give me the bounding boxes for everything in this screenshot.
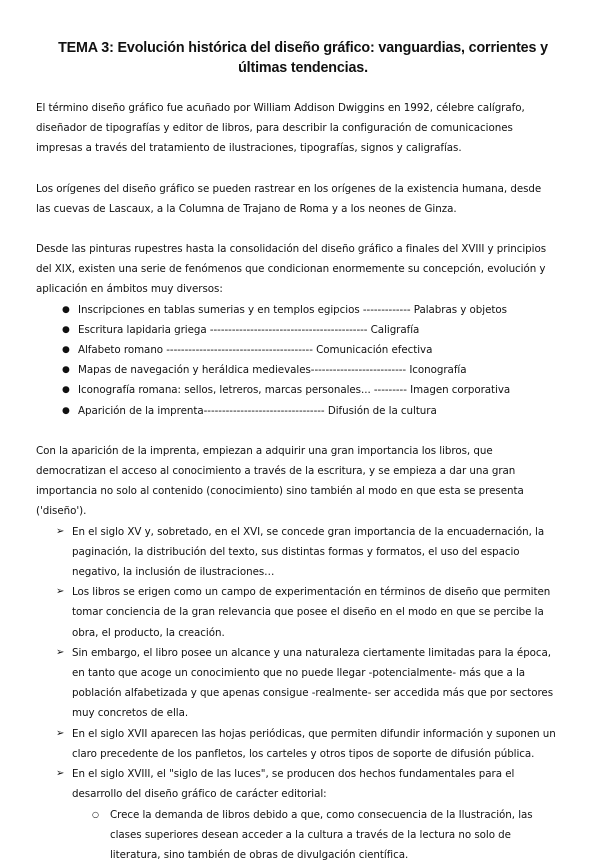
arrow-bullet-icon: ➢ xyxy=(56,522,64,542)
list-item-label: En el siglo XVII aparecen las hojas periódicas, que permiten difundir información y suponen un claro precedente de los panfletos, los carteles y otros tipos de soporte de difusión pública. xyxy=(72,724,556,764)
spacer xyxy=(36,219,556,239)
arrow-bullet-icon: ➢ xyxy=(56,764,64,784)
circle-bullet-icon: ○ xyxy=(92,805,99,825)
list-item xyxy=(36,582,556,643)
paragraph-printing-press: Con la aparición de la imprenta, empiezan a adquirir una gran importancia los libros, que democratizan el acceso al conocimiento a través de la escritura, y se empieza a dar una gran importancia no solo al contenido (conocimiento) sino también al modo en que esta se presenta ('diseño'). xyxy=(36,441,556,522)
list-item-label: Escritura lapidaria griega ------------------------------------------- Caligrafía xyxy=(78,320,556,340)
list-item xyxy=(72,805,556,865)
list-item xyxy=(36,300,556,320)
list-item-label: Iconografía romana: sellos, letreros, marcas personales... --------- Imagen corporativa xyxy=(78,380,556,400)
paragraph-definition: El término diseño gráfico fue acuñado por William Addison Dwiggins en 1992, célebre calígrafo, diseñador de tipografías y editor de libros, para describir la configuración de comunicaciones impresas a través del tratamiento de ilustraciones, tipografías, signos y caligrafías. xyxy=(36,98,556,159)
list-item xyxy=(36,380,556,400)
phenomena-list xyxy=(36,300,556,421)
bullet-icon: ● xyxy=(62,360,70,380)
list-item xyxy=(36,764,556,865)
editorial-sublist xyxy=(72,805,556,865)
arrow-bullet-icon: ➢ xyxy=(56,724,64,744)
bullet-icon: ● xyxy=(62,320,70,340)
list-item xyxy=(36,340,556,360)
spacer xyxy=(36,159,556,179)
list-item-label: Mapas de navegación y heráldica medievales-------------------------- Iconografía xyxy=(78,360,556,380)
paragraph-origins: Los orígenes del diseño gráfico se pueden rastrear en los orígenes de la existencia humana, desde las cuevas de Lascaux, a la Columna de Trajano de Roma y a los neones de Ginza. xyxy=(36,179,556,219)
bullet-icon: ● xyxy=(62,300,70,320)
spacer xyxy=(36,78,556,98)
list-item xyxy=(36,320,556,340)
list-item-label: Inscripciones en tablas sumerias y en templos egipcios ------------- Palabras y objetos xyxy=(78,300,556,320)
centuries-list xyxy=(36,522,556,865)
list-item xyxy=(36,401,556,421)
list-item xyxy=(36,360,556,380)
list-item xyxy=(36,522,556,583)
spacer xyxy=(36,421,556,441)
list-item-label: En el siglo XVIII, el "siglo de las luces", se producen dos hechos fundamentales para el desarrollo del diseño gráfico de carácter editorial: xyxy=(72,764,556,804)
paragraph-phenomena-intro: Desde las pinturas rupestres hasta la consolidación del diseño gráfico a finales del XVIII y principios del XIX, existen una serie de fenómenos que condicionan enormemente su concepción, evolución y aplicación en ámbitos muy diversos: xyxy=(36,239,556,300)
arrow-bullet-icon: ➢ xyxy=(56,582,64,602)
list-item-label: Aparición de la imprenta--------------------------------- Difusión de la cultura xyxy=(78,401,556,421)
list-item-label: Sin embargo, el libro posee un alcance y una naturaleza ciertamente limitadas para la época, en tanto que acoge un conocimiento que no puede llegar -potencialmente- más que a la población alfabetizada y que apenas consigue -realmente- ser accedida más que por sectores muy concretos de ella. xyxy=(72,643,556,724)
page-title: TEMA 3: Evolución histórica del diseño gráfico: vanguardias, corrientes y últimas tendencias. xyxy=(50,38,556,78)
list-item-label: En el siglo XV y, sobretado, en el XVI, se concede gran importancia de la encuadernación, la paginación, la distribución del texto, sus distintas formas y formatos, el uso del espacio negativo, la inclusión de ilustraciones… xyxy=(72,522,556,583)
bullet-icon: ● xyxy=(62,401,70,421)
list-item-label: Crece la demanda de libros debido a que, como consecuencia de la Ilustración, las clases superiores desean acceder a la cultura a través de la lectura no solo de literatura, sino también de obras de divulgación científica. xyxy=(110,805,556,865)
list-item xyxy=(36,643,556,724)
list-item xyxy=(36,724,556,764)
bullet-icon: ● xyxy=(62,380,70,400)
list-item-label: Alfabeto romano ---------------------------------------- Comunicación efectiva xyxy=(78,340,556,360)
list-item-label: Los libros se erigen como un campo de experimentación en términos de diseño que permiten tomar conciencia de la gran relevancia que posee el diseño en el modo en que se percibe la obra, el producto, la creación. xyxy=(72,582,556,643)
arrow-bullet-icon: ➢ xyxy=(56,643,64,663)
bullet-icon: ● xyxy=(62,340,70,360)
